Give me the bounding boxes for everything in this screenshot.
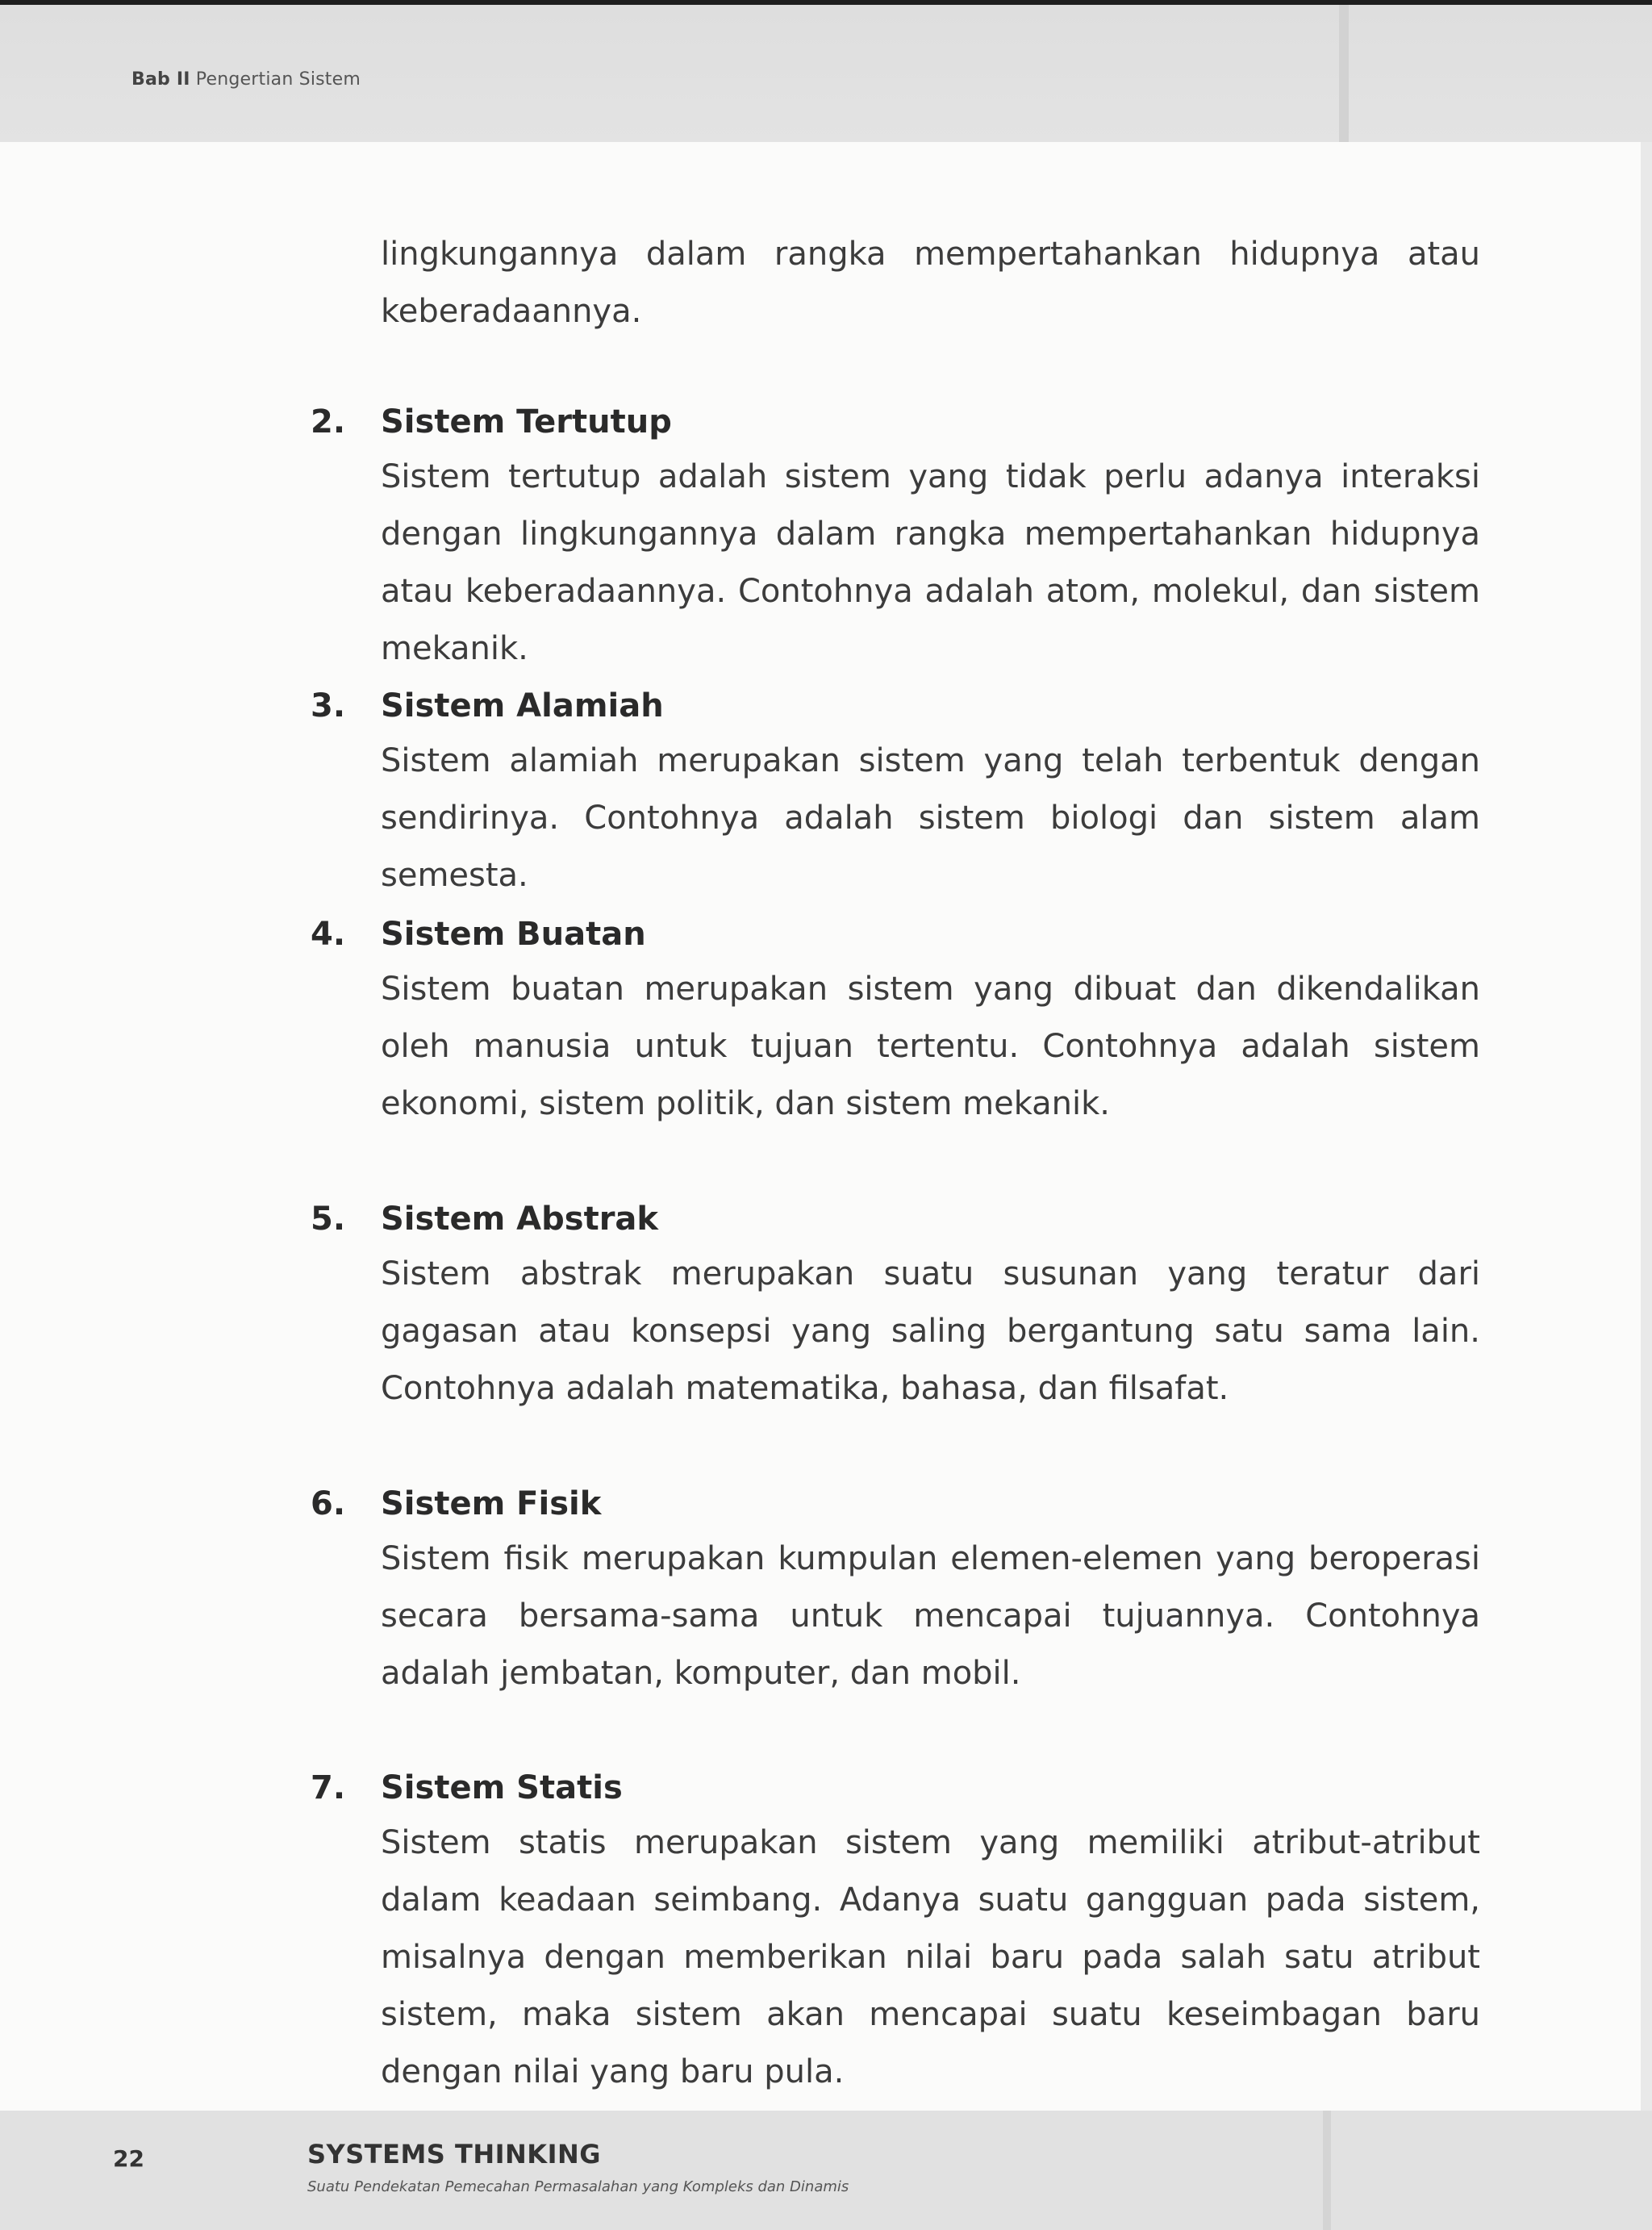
book-title: SYSTEMS THINKING [307, 2139, 602, 2169]
item-text: Sistem alamiah merupakan sistem yang telah terbentuk dengan sendirinya. Contohnya adalah sistem biologi dan sistem alam semesta. [381, 742, 1480, 894]
item-number: 3. [311, 687, 346, 725]
item-title: Sistem Tertutup [381, 403, 672, 441]
item-title: Sistem Statis [381, 1769, 623, 1806]
item-text: Sistem fisik merupakan kumpulan elemen-elemen yang beroperasi secara bersama-sama untuk mencapai tujuannya. Contohnya adalah jembatan, komputer, dan mobil. [381, 1540, 1480, 1692]
intro-continuation: lingkungannya dalam rangka mempertahankan hidupnya atau keberadaannya. [381, 236, 1480, 330]
item-title: Sistem Fisik [381, 1485, 602, 1522]
running-head [131, 69, 361, 90]
item-number: 6. [311, 1485, 346, 1522]
item-text: Sistem statis merupakan sistem yang memiliki atribut-atribut dalam keadaan seimbang. Adanya suatu gangguan pada sistem, misalnya dengan memberikan nilai baru pada salah satu atribut sistem, maka sistem akan mencapai suatu keseimbagan baru dengan nilai yang baru pula. [381, 1824, 1480, 2090]
page-number: 22 [113, 2145, 144, 2172]
item-number: 2. [311, 403, 346, 441]
chapter-label: Bab II [131, 69, 190, 90]
item-text: Sistem tertutup adalah sistem yang tidak perlu adanya interaksi dengan lingkungannya dalam rangka mempertahankan hidupnya atau keberadaannya. Contohnya adalah atom, molekul, dan sistem mekanik. [381, 458, 1480, 667]
item-text: Sistem buatan merupakan sistem yang dibuat dan dikendalikan oleh manusia untuk tujuan tertentu. Contohnya adalah sistem ekonomi, sistem politik, dan sistem mekanik. [381, 971, 1480, 1122]
page-edge [1641, 142, 1652, 2111]
item-number: 4. [311, 916, 346, 953]
item-title: Sistem Abstrak [381, 1201, 659, 1238]
item-text: Sistem abstrak merupakan suatu susunan yang teratur dari gagasan atau konsepsi yang saling bergantung satu sama lain. Contohnya adalah matematika, bahasa, dan filsafat. [381, 1255, 1480, 1407]
footer-band [0, 2111, 1652, 2230]
book-subtitle: Suatu Pendekatan Pemecahan Permasalahan yang Kompleks dan Dinamis [307, 2178, 849, 2195]
section-label: Pengertian Sistem [195, 69, 361, 90]
item-number: 5. [311, 1201, 346, 1238]
item-title: Sistem Buatan [381, 916, 646, 953]
item-number: 7. [311, 1769, 346, 1806]
item-title: Sistem Alamiah [381, 687, 664, 725]
